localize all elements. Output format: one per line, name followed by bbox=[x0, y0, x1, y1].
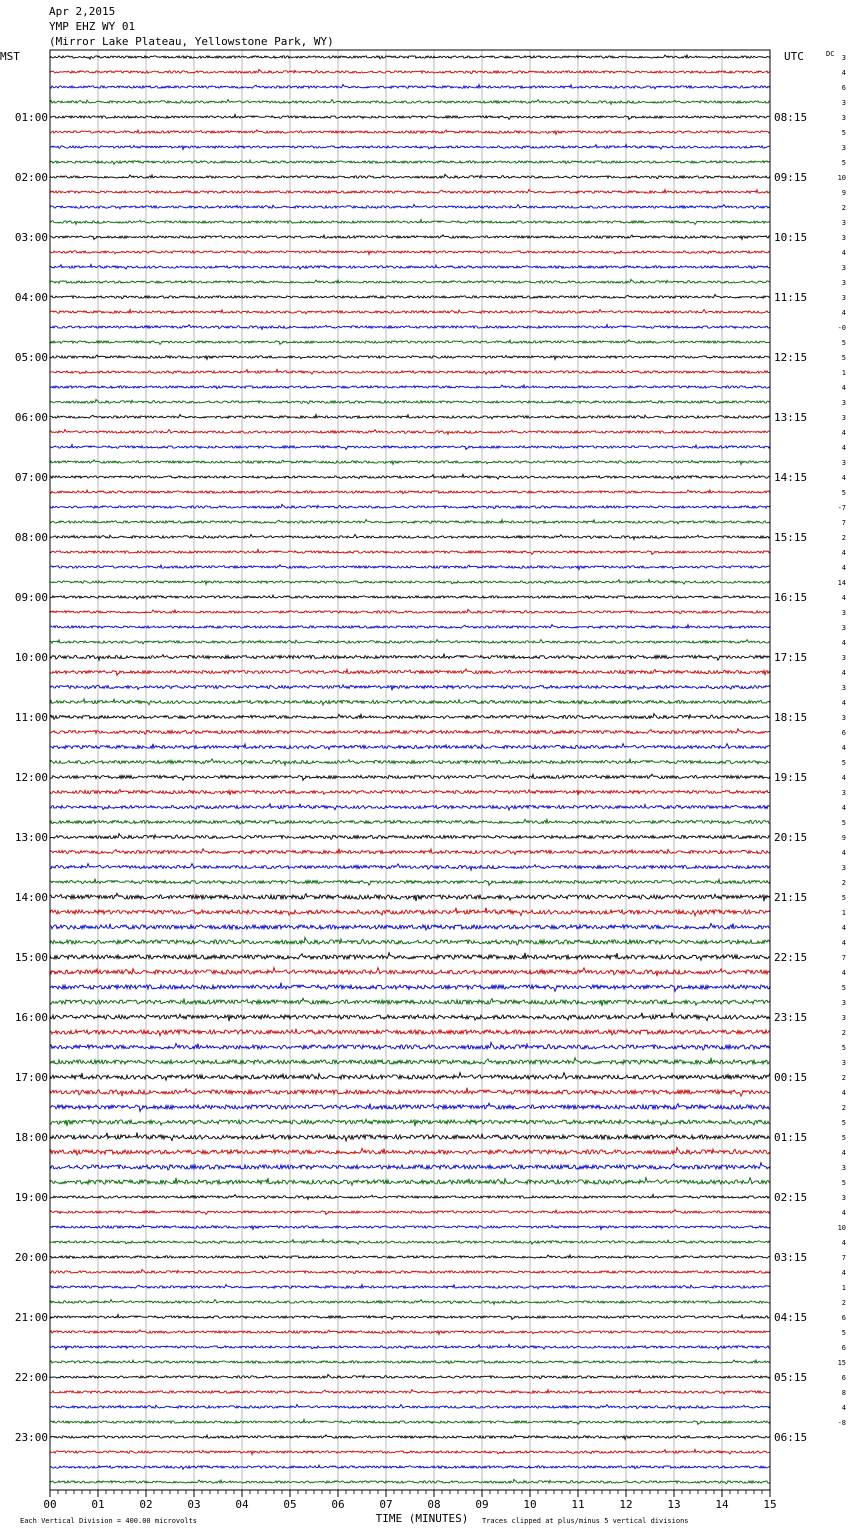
seismic-trace bbox=[50, 84, 770, 88]
utc-hour-label: 05:15 bbox=[774, 1371, 808, 1384]
dc-offset-label: 5 bbox=[841, 819, 846, 827]
seismic-trace bbox=[50, 549, 770, 554]
dc-offset-label: 3 bbox=[841, 714, 846, 722]
seismic-trace bbox=[50, 160, 770, 164]
dc-offset-label: 3 bbox=[841, 1194, 846, 1202]
dc-offset-label: 5 bbox=[841, 354, 846, 362]
seismic-trace bbox=[50, 474, 770, 479]
seismic-trace bbox=[50, 174, 770, 178]
seismic-trace bbox=[50, 1163, 770, 1170]
mst-hour-label: 20:00 bbox=[14, 1251, 48, 1264]
dc-offset-label: 4 bbox=[841, 429, 846, 437]
dc-offset-label: 4 bbox=[841, 1404, 846, 1412]
seismic-trace bbox=[50, 1225, 770, 1229]
seismic-trace bbox=[50, 1374, 770, 1378]
dc-offset-label: 3 bbox=[841, 399, 846, 407]
utc-hour-label: 06:15 bbox=[774, 1431, 808, 1444]
dc-offset-label: 8 bbox=[841, 1389, 846, 1397]
dc-offset-label: 3 bbox=[841, 1059, 846, 1067]
dc-offset-label: 4 bbox=[841, 1209, 846, 1217]
vertical-division-note: Each Vertical Division = 400.00 microvolts bbox=[20, 1517, 198, 1525]
seismic-trace bbox=[50, 685, 770, 690]
dc-offset-label: 4 bbox=[841, 309, 846, 317]
dc-offset-label: 3 bbox=[841, 219, 846, 227]
seismic-trace bbox=[50, 983, 770, 992]
seismic-trace bbox=[50, 893, 770, 901]
seismic-trace bbox=[50, 69, 770, 73]
clipping-note: Traces clipped at plus/minus 5 vertical divisions bbox=[482, 1517, 689, 1525]
seismic-trace bbox=[50, 654, 770, 661]
seismic-trace bbox=[50, 907, 770, 915]
seismic-trace bbox=[50, 444, 770, 449]
seismic-trace bbox=[50, 1269, 770, 1273]
seismic-trace bbox=[50, 1404, 770, 1409]
utc-hour-label: 10:15 bbox=[774, 231, 808, 244]
mst-hour-label: 02:00 bbox=[14, 171, 48, 184]
utc-hour-label: 00:15 bbox=[774, 1071, 808, 1084]
dc-offset-label: 3 bbox=[841, 114, 846, 122]
dc-offset-label: 4 bbox=[841, 549, 846, 557]
seismic-trace bbox=[50, 833, 770, 839]
seismic-trace bbox=[50, 669, 770, 675]
seismic-trace bbox=[50, 1147, 770, 1155]
dc-offset-label: -0 bbox=[837, 324, 846, 332]
dc-offset-label: 3 bbox=[841, 264, 846, 272]
seismic-trace bbox=[50, 385, 770, 389]
mst-hour-label: 08:00 bbox=[14, 531, 48, 544]
dc-offset-label: 5 bbox=[841, 339, 846, 347]
seismic-trace bbox=[50, 1073, 770, 1081]
seismic-trace bbox=[50, 504, 770, 508]
dc-offset-label: 6 bbox=[841, 729, 846, 737]
mst-hour-label: 07:00 bbox=[14, 471, 48, 484]
dc-offset-label: 5 bbox=[841, 1119, 846, 1127]
plot-frame bbox=[50, 50, 770, 1490]
dc-offset-label: 9 bbox=[841, 834, 846, 842]
seismic-trace bbox=[50, 1314, 770, 1319]
dc-offset-label: 3 bbox=[841, 654, 846, 662]
seismic-trace bbox=[50, 789, 770, 795]
mst-hour-label: 18:00 bbox=[14, 1131, 48, 1144]
dc-offset-label: 5 bbox=[841, 1179, 846, 1187]
dc-offset-label: 4 bbox=[841, 564, 846, 572]
seismic-trace bbox=[50, 114, 770, 119]
utc-hour-label: 08:15 bbox=[774, 111, 808, 124]
seismic-trace bbox=[50, 879, 770, 886]
dc-offset-label: 4 bbox=[841, 924, 846, 932]
dc-offset-label: 3 bbox=[841, 99, 846, 107]
mst-hour-label: 15:00 bbox=[14, 951, 48, 964]
seismic-trace bbox=[50, 804, 770, 810]
seismic-trace bbox=[50, 399, 770, 403]
dc-offset-label: 4 bbox=[841, 1239, 846, 1247]
utc-hour-label: 11:15 bbox=[774, 291, 808, 304]
seismic-trace bbox=[50, 309, 770, 313]
seismic-trace bbox=[50, 1449, 770, 1454]
dc-offset-label: 1 bbox=[841, 1284, 846, 1292]
seismic-trace bbox=[50, 1239, 770, 1244]
dc-offset-label: 3 bbox=[841, 999, 846, 1007]
dc-offset-label: 4 bbox=[841, 444, 846, 452]
seismic-trace bbox=[50, 744, 770, 750]
mst-axis-label: MST bbox=[0, 50, 20, 63]
seismic-trace bbox=[50, 460, 770, 465]
x-tick-label: 13 bbox=[667, 1498, 681, 1511]
seismic-trace bbox=[50, 1284, 770, 1288]
x-tick-label: 09 bbox=[475, 1498, 489, 1511]
utc-hour-label: 15:15 bbox=[774, 531, 808, 544]
dc-offset-label: 6 bbox=[841, 84, 846, 92]
dc-offset-label: 4 bbox=[841, 1089, 846, 1097]
dc-offset-label: 7 bbox=[841, 954, 846, 962]
dc-offset-label: 10 bbox=[837, 174, 846, 182]
x-tick-label: 14 bbox=[715, 1498, 729, 1511]
dc-offset-label: 4 bbox=[841, 1149, 846, 1157]
mst-hour-label: 04:00 bbox=[14, 291, 48, 304]
seismic-trace bbox=[50, 189, 770, 193]
mst-hour-label: 19:00 bbox=[14, 1191, 48, 1204]
utc-hour-label: 23:15 bbox=[774, 1011, 808, 1024]
mst-hour-label: 13:00 bbox=[14, 831, 48, 844]
seismic-trace bbox=[50, 864, 770, 871]
dc-offset-label: 7 bbox=[841, 1254, 846, 1262]
dc-offset-label: 10 bbox=[837, 1224, 846, 1232]
mst-hour-label: 03:00 bbox=[14, 231, 48, 244]
utc-hour-label: 14:15 bbox=[774, 471, 808, 484]
x-tick-label: 01 bbox=[91, 1498, 105, 1511]
utc-hour-label: 21:15 bbox=[774, 891, 808, 904]
mst-hour-label: 05:00 bbox=[14, 351, 48, 364]
dc-column-label: DC bbox=[826, 50, 835, 58]
seismic-trace bbox=[50, 729, 770, 735]
dc-offset-label: 6 bbox=[841, 1314, 846, 1322]
seismic-trace bbox=[50, 1479, 770, 1483]
seismic-trace bbox=[50, 759, 770, 766]
seismic-trace bbox=[50, 414, 770, 418]
dc-offset-label: 2 bbox=[841, 204, 846, 212]
dc-offset-label: 7 bbox=[841, 519, 846, 527]
dc-offset-label: 3 bbox=[841, 234, 846, 242]
x-axis-title: TIME (MINUTES) bbox=[375, 1512, 469, 1525]
utc-hour-label: 13:15 bbox=[774, 411, 808, 424]
station-code: YMP EHZ WY 01 bbox=[49, 20, 136, 33]
dc-offset-label: 3 bbox=[841, 789, 846, 797]
seismic-trace bbox=[50, 1419, 770, 1424]
seismic-trace bbox=[50, 1058, 770, 1065]
seismic-trace bbox=[50, 849, 770, 855]
dc-offset-label: 6 bbox=[841, 1374, 846, 1382]
seismic-trace bbox=[50, 130, 770, 135]
utc-hour-label: 01:15 bbox=[774, 1131, 808, 1144]
dc-offset-label: 1 bbox=[841, 369, 846, 377]
dc-offset-label: 4 bbox=[841, 639, 846, 647]
seismic-trace bbox=[50, 490, 770, 494]
dc-offset-label: 2 bbox=[841, 879, 846, 887]
seismic-trace bbox=[50, 519, 770, 523]
x-tick-label: 02 bbox=[139, 1498, 153, 1511]
dc-offset-label: 2 bbox=[841, 1029, 846, 1037]
utc-hour-label: 18:15 bbox=[774, 711, 808, 724]
mst-hour-label: 16:00 bbox=[14, 1011, 48, 1024]
seismic-trace bbox=[50, 1132, 770, 1140]
seismic-trace bbox=[50, 923, 770, 930]
dc-offset-label: 3 bbox=[841, 279, 846, 287]
dc-offset-label: 5 bbox=[841, 894, 846, 902]
dc-offset-label: 1 bbox=[841, 909, 846, 917]
dc-offset-label: 5 bbox=[841, 1044, 846, 1052]
dc-offset-label: 3 bbox=[841, 144, 846, 152]
utc-hour-label: 22:15 bbox=[774, 951, 808, 964]
dc-offset-label: 4 bbox=[841, 249, 846, 257]
seismic-trace bbox=[50, 1344, 770, 1349]
utc-hour-label: 09:15 bbox=[774, 171, 808, 184]
seismic-trace bbox=[50, 998, 770, 1006]
seismic-trace bbox=[50, 1210, 770, 1215]
seismic-trace bbox=[50, 1103, 770, 1111]
dc-offset-label: 2 bbox=[841, 1104, 846, 1112]
dc-offset-label: 3 bbox=[841, 864, 846, 872]
dc-offset-label: 5 bbox=[841, 159, 846, 167]
dc-offset-label: 4 bbox=[841, 474, 846, 482]
x-tick-label: 04 bbox=[235, 1498, 249, 1511]
dc-offset-label: 5 bbox=[841, 489, 846, 497]
seismic-trace bbox=[50, 1178, 770, 1186]
dc-offset-label: 3 bbox=[841, 1164, 846, 1172]
seismic-trace bbox=[50, 1360, 770, 1364]
axis-labels bbox=[15, 54, 846, 1511]
dc-offset-label: 4 bbox=[841, 849, 846, 857]
seismic-trace bbox=[50, 1465, 770, 1469]
dc-offset-label: 3 bbox=[841, 609, 846, 617]
dc-offset-label: -8 bbox=[837, 1419, 846, 1427]
seismic-trace bbox=[50, 204, 770, 208]
dc-offset-label: 4 bbox=[841, 804, 846, 812]
dc-offset-label: 4 bbox=[841, 594, 846, 602]
utc-hour-label: 12:15 bbox=[774, 351, 808, 364]
seismic-trace bbox=[50, 144, 770, 149]
dc-offset-label: 3 bbox=[841, 684, 846, 692]
seismic-trace bbox=[50, 1435, 770, 1440]
seismic-traces bbox=[50, 55, 770, 1484]
dc-offset-label: 5 bbox=[841, 984, 846, 992]
seismic-trace bbox=[50, 534, 770, 539]
x-tick-label: 11 bbox=[571, 1498, 585, 1511]
seismic-trace bbox=[50, 235, 770, 240]
x-tick-label: 05 bbox=[283, 1498, 297, 1511]
mst-hour-label: 17:00 bbox=[14, 1071, 48, 1084]
dc-offset-label: 5 bbox=[841, 1134, 846, 1142]
seismic-trace bbox=[50, 953, 770, 961]
seismic-trace bbox=[50, 1088, 770, 1097]
seismic-trace bbox=[50, 1330, 770, 1335]
seismic-trace bbox=[50, 1029, 770, 1036]
x-tick-label: 12 bbox=[619, 1498, 633, 1511]
dc-offset-label: 5 bbox=[841, 129, 846, 137]
mst-hour-label: 01:00 bbox=[14, 111, 48, 124]
dc-offset-label: 4 bbox=[841, 669, 846, 677]
chart-date: Apr 2,2015 bbox=[49, 5, 116, 18]
x-tick-label: 10 bbox=[523, 1498, 537, 1511]
x-tick-label: 08 bbox=[427, 1498, 441, 1511]
dc-offset-label: 9 bbox=[841, 189, 846, 197]
seismic-trace bbox=[50, 1389, 770, 1393]
seismic-trace bbox=[50, 624, 770, 628]
dc-offset-label: 4 bbox=[841, 774, 846, 782]
dc-offset-label: 2 bbox=[841, 1299, 846, 1307]
utc-hour-label: 20:15 bbox=[774, 831, 808, 844]
utc-hour-label: 03:15 bbox=[774, 1251, 808, 1264]
mst-hour-label: 14:00 bbox=[14, 891, 48, 904]
seismic-trace bbox=[50, 99, 770, 104]
seismic-trace bbox=[50, 355, 770, 359]
mst-hour-label: 23:00 bbox=[14, 1431, 48, 1444]
seismic-trace bbox=[50, 565, 770, 570]
seismic-trace bbox=[50, 699, 770, 705]
dc-offset-label: 5 bbox=[841, 759, 846, 767]
dc-offset-label: 3 bbox=[841, 414, 846, 422]
dc-offset-label: 4 bbox=[841, 939, 846, 947]
seismic-trace bbox=[50, 937, 770, 945]
dc-offset-label: 3 bbox=[841, 294, 846, 302]
utc-axis-label: UTC bbox=[784, 50, 804, 63]
dc-offset-label: 4 bbox=[841, 699, 846, 707]
mst-hour-label: 09:00 bbox=[14, 591, 48, 604]
seismic-trace bbox=[50, 1194, 770, 1199]
mst-hour-label: 21:00 bbox=[14, 1311, 48, 1324]
dc-offset-label: 3 bbox=[841, 459, 846, 467]
seismic-trace bbox=[50, 1255, 770, 1259]
dc-offset-label: -7 bbox=[837, 504, 846, 512]
seismic-trace bbox=[50, 279, 770, 283]
dc-offset-label: 4 bbox=[841, 969, 846, 977]
utc-hour-label: 16:15 bbox=[774, 591, 808, 604]
x-tick-label: 00 bbox=[43, 1498, 57, 1511]
x-tick-label: 15 bbox=[763, 1498, 777, 1511]
station-location: (Mirror Lake Plateau, Yellowstone Park, WY) bbox=[49, 35, 334, 48]
x-tick-label: 07 bbox=[379, 1498, 393, 1511]
mst-hour-label: 22:00 bbox=[14, 1371, 48, 1384]
seismic-trace bbox=[50, 1042, 770, 1050]
seismic-trace bbox=[50, 264, 770, 269]
seismic-trace bbox=[50, 250, 770, 254]
seismic-trace bbox=[50, 609, 770, 613]
mst-hour-label: 11:00 bbox=[14, 711, 48, 724]
seismic-trace bbox=[50, 1012, 770, 1021]
mst-hour-label: 10:00 bbox=[14, 651, 48, 664]
dc-offset-label: 4 bbox=[841, 69, 846, 77]
seismic-trace bbox=[50, 639, 770, 643]
dc-offset-label: 2 bbox=[841, 534, 846, 542]
seismic-trace bbox=[50, 968, 770, 977]
dc-offset-label: 5 bbox=[841, 1329, 846, 1337]
seismic-trace bbox=[50, 713, 770, 719]
seismic-trace bbox=[50, 294, 770, 298]
dc-offset-label: 3 bbox=[841, 1014, 846, 1022]
dc-offset-label: 4 bbox=[841, 384, 846, 392]
utc-hour-label: 19:15 bbox=[774, 771, 808, 784]
dc-offset-label: 4 bbox=[841, 1269, 846, 1277]
seismic-trace bbox=[50, 1119, 770, 1126]
dc-offset-label: 3 bbox=[841, 624, 846, 632]
utc-hour-label: 17:15 bbox=[774, 651, 808, 664]
dc-offset-label: 14 bbox=[837, 579, 846, 587]
dc-offset-label: 15 bbox=[837, 1359, 846, 1367]
seismic-trace bbox=[50, 429, 770, 434]
seismic-trace bbox=[50, 819, 770, 824]
mst-hour-label: 06:00 bbox=[14, 411, 48, 424]
seismic-trace bbox=[50, 324, 770, 329]
seismic-trace bbox=[50, 340, 770, 345]
seismic-trace bbox=[50, 55, 770, 59]
dc-offset-label: 3 bbox=[841, 54, 846, 62]
seismic-trace bbox=[50, 595, 770, 599]
seismic-trace bbox=[50, 774, 770, 780]
mst-hour-label: 12:00 bbox=[14, 771, 48, 784]
seismic-trace bbox=[50, 219, 770, 224]
dc-offset-label: 4 bbox=[841, 744, 846, 752]
dc-offset-label: 2 bbox=[841, 1074, 846, 1082]
dc-offset-label: 6 bbox=[841, 1344, 846, 1352]
x-tick-label: 03 bbox=[187, 1498, 201, 1511]
seismic-trace bbox=[50, 579, 770, 584]
x-tick-label: 06 bbox=[331, 1498, 345, 1511]
utc-hour-label: 04:15 bbox=[774, 1311, 808, 1324]
utc-hour-label: 02:15 bbox=[774, 1191, 808, 1204]
seismic-trace bbox=[50, 1299, 770, 1304]
seismic-trace bbox=[50, 369, 770, 374]
